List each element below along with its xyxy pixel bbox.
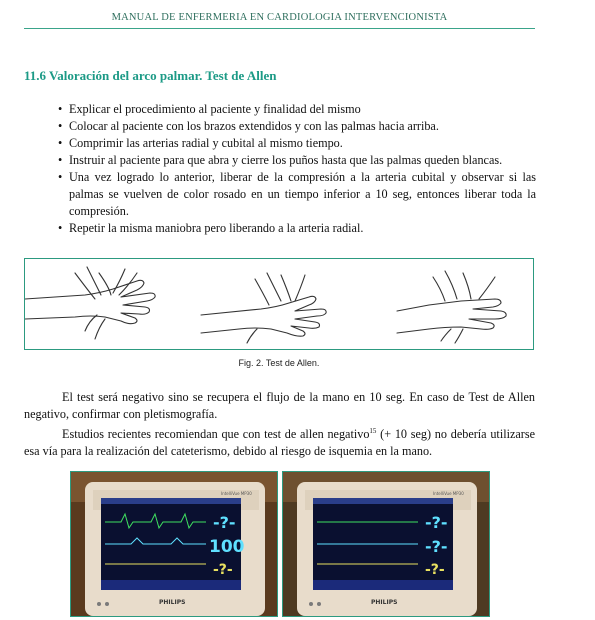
list-item: • Repetir la misma maniobra pero liberando a la arteria radial.: [58, 220, 536, 237]
header-rule: [24, 28, 535, 29]
patient-monitor-image: [71, 472, 277, 616]
section-title: 11.6 Valoración del arco palmar. Test de Allen: [24, 68, 277, 83]
figure-caption: Fig. 2. Test de Allen.: [238, 358, 320, 368]
monitor-reading: -?-: [213, 513, 236, 532]
paragraph: El test será negativo sino se recupera el flujo de la mano en 10 seg. En caso de Test de Allen negativo, confirmar con pletismografía.: [24, 390, 535, 421]
running-header: MANUAL DE ENFERMERIA EN CARDIOLOGIA INTERVENCIONISTA: [111, 12, 448, 23]
hands-drawing: [25, 259, 533, 349]
monitor-reading: -?-: [213, 562, 233, 578]
list-item: • Instruir al paciente para que abra y cierre los puños hasta que las palmas queden blancas.: [58, 152, 536, 169]
monitor-reading: 100: [209, 537, 245, 557]
body-text: [24, 389, 535, 460]
monitor-model: IntelliVue MP30: [433, 491, 464, 496]
list-item: • Colocar al paciente con los brazos extendidos y con las palmas hacia arriba.: [58, 118, 536, 135]
monitor-photo-left: [70, 471, 278, 617]
list-item: • Comprimir las arterias radial y cubital al mismo tiempo.: [58, 135, 536, 152]
monitor-reading: -?-: [425, 537, 448, 556]
monitor-reading: -?-: [425, 562, 445, 578]
list-item: • Una vez logrado lo anterior, liberar de la compresión a la arteria cubital y observar si las palmas se vuelven de color rosado en un tiempo inferior a 10 seg, entonces liberar toda la compresión.: [58, 169, 536, 220]
paragraph-text: Estudios recientes recomiendan que con test de allen negativo: [62, 427, 370, 442]
allen-test-illustration: [24, 258, 534, 350]
procedure-steps-list: [58, 101, 536, 237]
monitor-reading: -?-: [425, 513, 448, 532]
paragraph: [24, 423, 535, 460]
footnote-ref: 15: [369, 427, 377, 435]
list-item: • Explicar el procedimiento al paciente y finalidad del mismo: [58, 101, 536, 118]
monitor-model: IntelliVue MP30: [221, 491, 252, 496]
monitor-photo-right: [282, 471, 490, 617]
monitor-brand: PHILIPS: [371, 599, 398, 606]
patient-monitor-image: [283, 472, 489, 616]
monitor-brand: PHILIPS: [159, 599, 186, 606]
paragraph-text: (+ 10 seg) no debería utilizarse esa vía para la realización del cateterismo, debido al riesgo de isquemia en la mano.: [24, 427, 536, 459]
